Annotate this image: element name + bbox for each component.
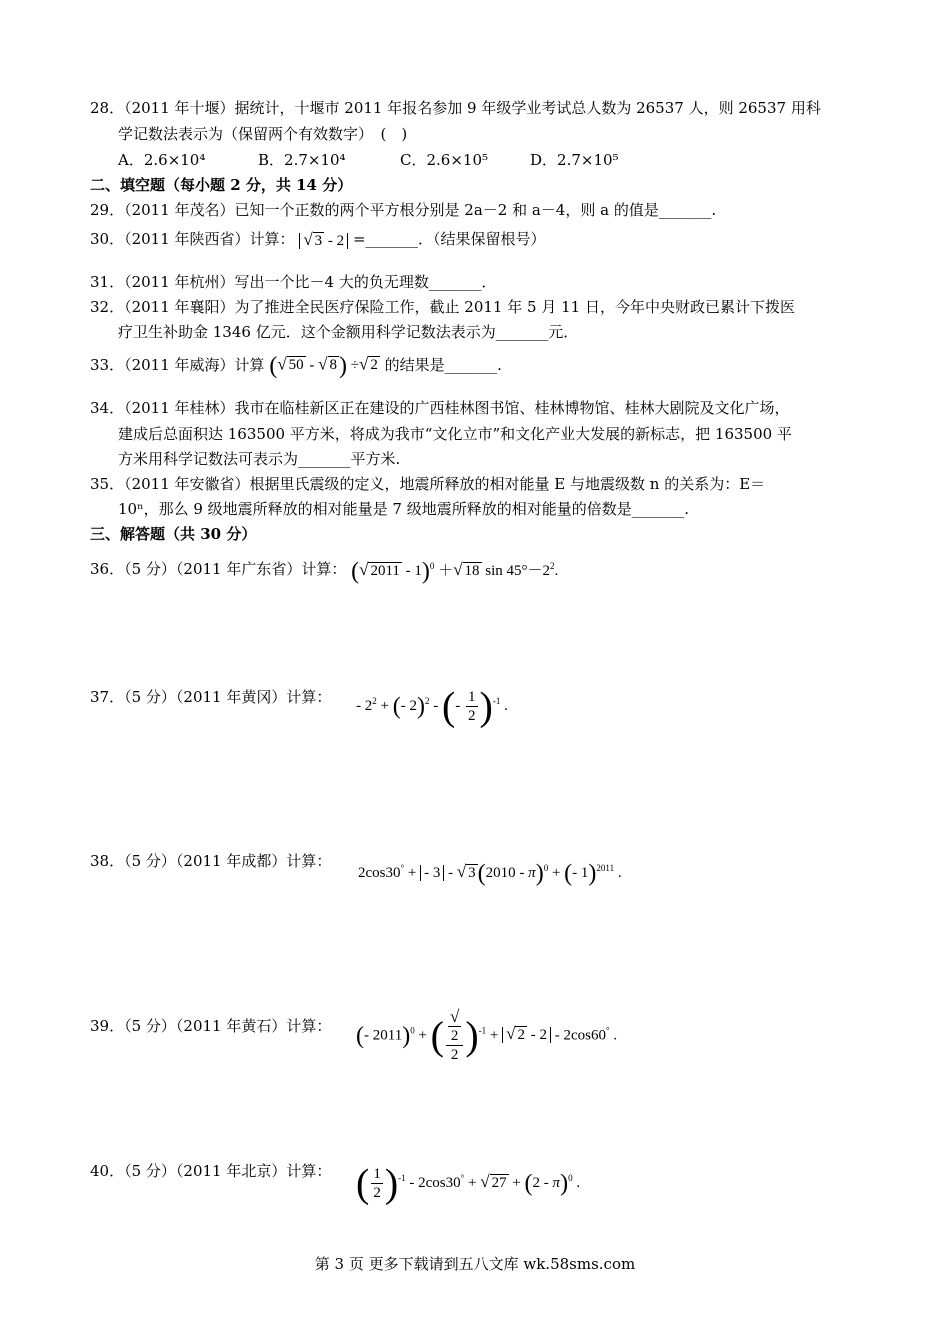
question-40-prefix: 40．（5 分）（2011 年北京）计算： [90,1162,332,1180]
question-39 [90,1016,331,1036]
question-40-formula: ( $\frac{1}{2}$ )$^{-1}$ - 2cos30° + √ 27 + (2 - π)$^0$ . [356,1160,581,1206]
question-33 [90,354,502,378]
question-29: 29．（2011 年茂名）已知一个正数的两个平方根分别是 2a－2 和 a－4，则 a 的值是_______. [90,201,717,219]
question-36-formula: (√ 2011 - 1)$^0$ ＋√ 18 $\sin 45^\circ-2^2$. [351,558,559,585]
page-footer: 第 3 页 更多下载请到五八文库 wk.58sms.com [314,1255,636,1273]
question-35-line-1: 35．（2011 年安徽省）根据里氏震级的定义，地震所释放的相对能量 E 与地震级数 n 的关系为：E＝ [90,475,766,493]
question-37-prefix: 37．（5 分）（2011 年黄冈）计算： [90,688,332,706]
question-39-prefix: 39．（5 分）（2011 年黄石）计算： [90,1017,332,1035]
question-32-line-2: 疗卫生补助金 1346 亿元．这个金额用科学记数法表示为_______元． [118,323,579,341]
question-38 [90,851,331,871]
question-31 [90,272,496,292]
question-36-prefix: 36．（5 分）（2011 年广东省）计算： [90,559,347,578]
question-30 [90,229,546,251]
question-28-choices [118,150,619,170]
question-30-prefix: 30．（2011 年陕西省）计算： [90,230,295,248]
choice-a: A．2.6×10⁴ [118,151,206,169]
question-37-formula: - $2^2$ + (- 2)$^2$ - (- $\frac{1}{2}$ )$^{-1}$ . [356,683,508,729]
question-36 [90,556,558,584]
question-34-line-3: 方米用科学记数法可表示为_______平方米. [118,450,401,468]
question-39-formula: (- 2011)$^0$ + ( √ 2 2 )$^{-1}$ + √ 2 - 2 - 2cos60° . [356,1007,618,1063]
question-33-prefix: 33．（2011 年威海）计算 [90,356,265,374]
question-35-line-2: 10ⁿ，那么 9 级地震所释放的相对能量是 7 级地震所释放的相对能量的倍数是_______. [118,500,690,518]
question-38-prefix: 38．（5 分）（2011 年成都）计算： [90,852,332,870]
question-38-formula: 2cos30° + - 3 - √ 3(2010 - π)$^0$ + (- 1)$^{2011}$ . [358,860,622,887]
question-33-formula: (√ 50 - √ 8) ÷√ 2 [269,353,378,379]
question-37 [90,687,331,707]
choice-d: D．2.7×10⁵ [530,151,619,169]
choice-b: B．2.7×10⁴ [258,151,346,169]
question-28-line-2: 学记数法表示为（保留两个有效数字） ( ) [118,125,408,143]
question-31-text: 31．（2011 年杭州）写出一个比－4 大的负无理数_______． [90,273,497,291]
question-30-suffix: =_______．（结果保留根号） [352,230,546,248]
question-40 [90,1161,331,1181]
question-33-suffix: 的结果是_______. [384,356,502,374]
question-28-line-1: 28．（2011 年十堰）据统计，十堰市 2011 年报名参加 9 年级学业考试总人数为 26537 人，则 26537 用科 [90,99,821,117]
question-30-formula: √ 3 - 2 [299,230,348,251]
section-3-heading: 三、解答题（共 30 分） [90,525,257,543]
question-34-line-1: 34．（2011 年桂林）我市在临桂新区正在建设的广西桂林图书馆、桂林博物馆、桂林大剧院及文化广场， [90,399,790,417]
section-2-heading: 二、填空题（每小题 2 分，共 14 分） [90,176,353,194]
question-32-line-1: 32．（2011 年襄阳）为了推进全民医疗保险工作，截止 2011 年 5 月 11 日，今年中央财政已累计下拨医 [90,298,795,316]
choice-c: C．2.6×10⁵ [400,151,489,169]
question-34-line-2: 建成后总面积达 163500 平方米，将成为我市“文化立市”和文化产业大发展的新标志，把 163500 平 [118,425,792,443]
